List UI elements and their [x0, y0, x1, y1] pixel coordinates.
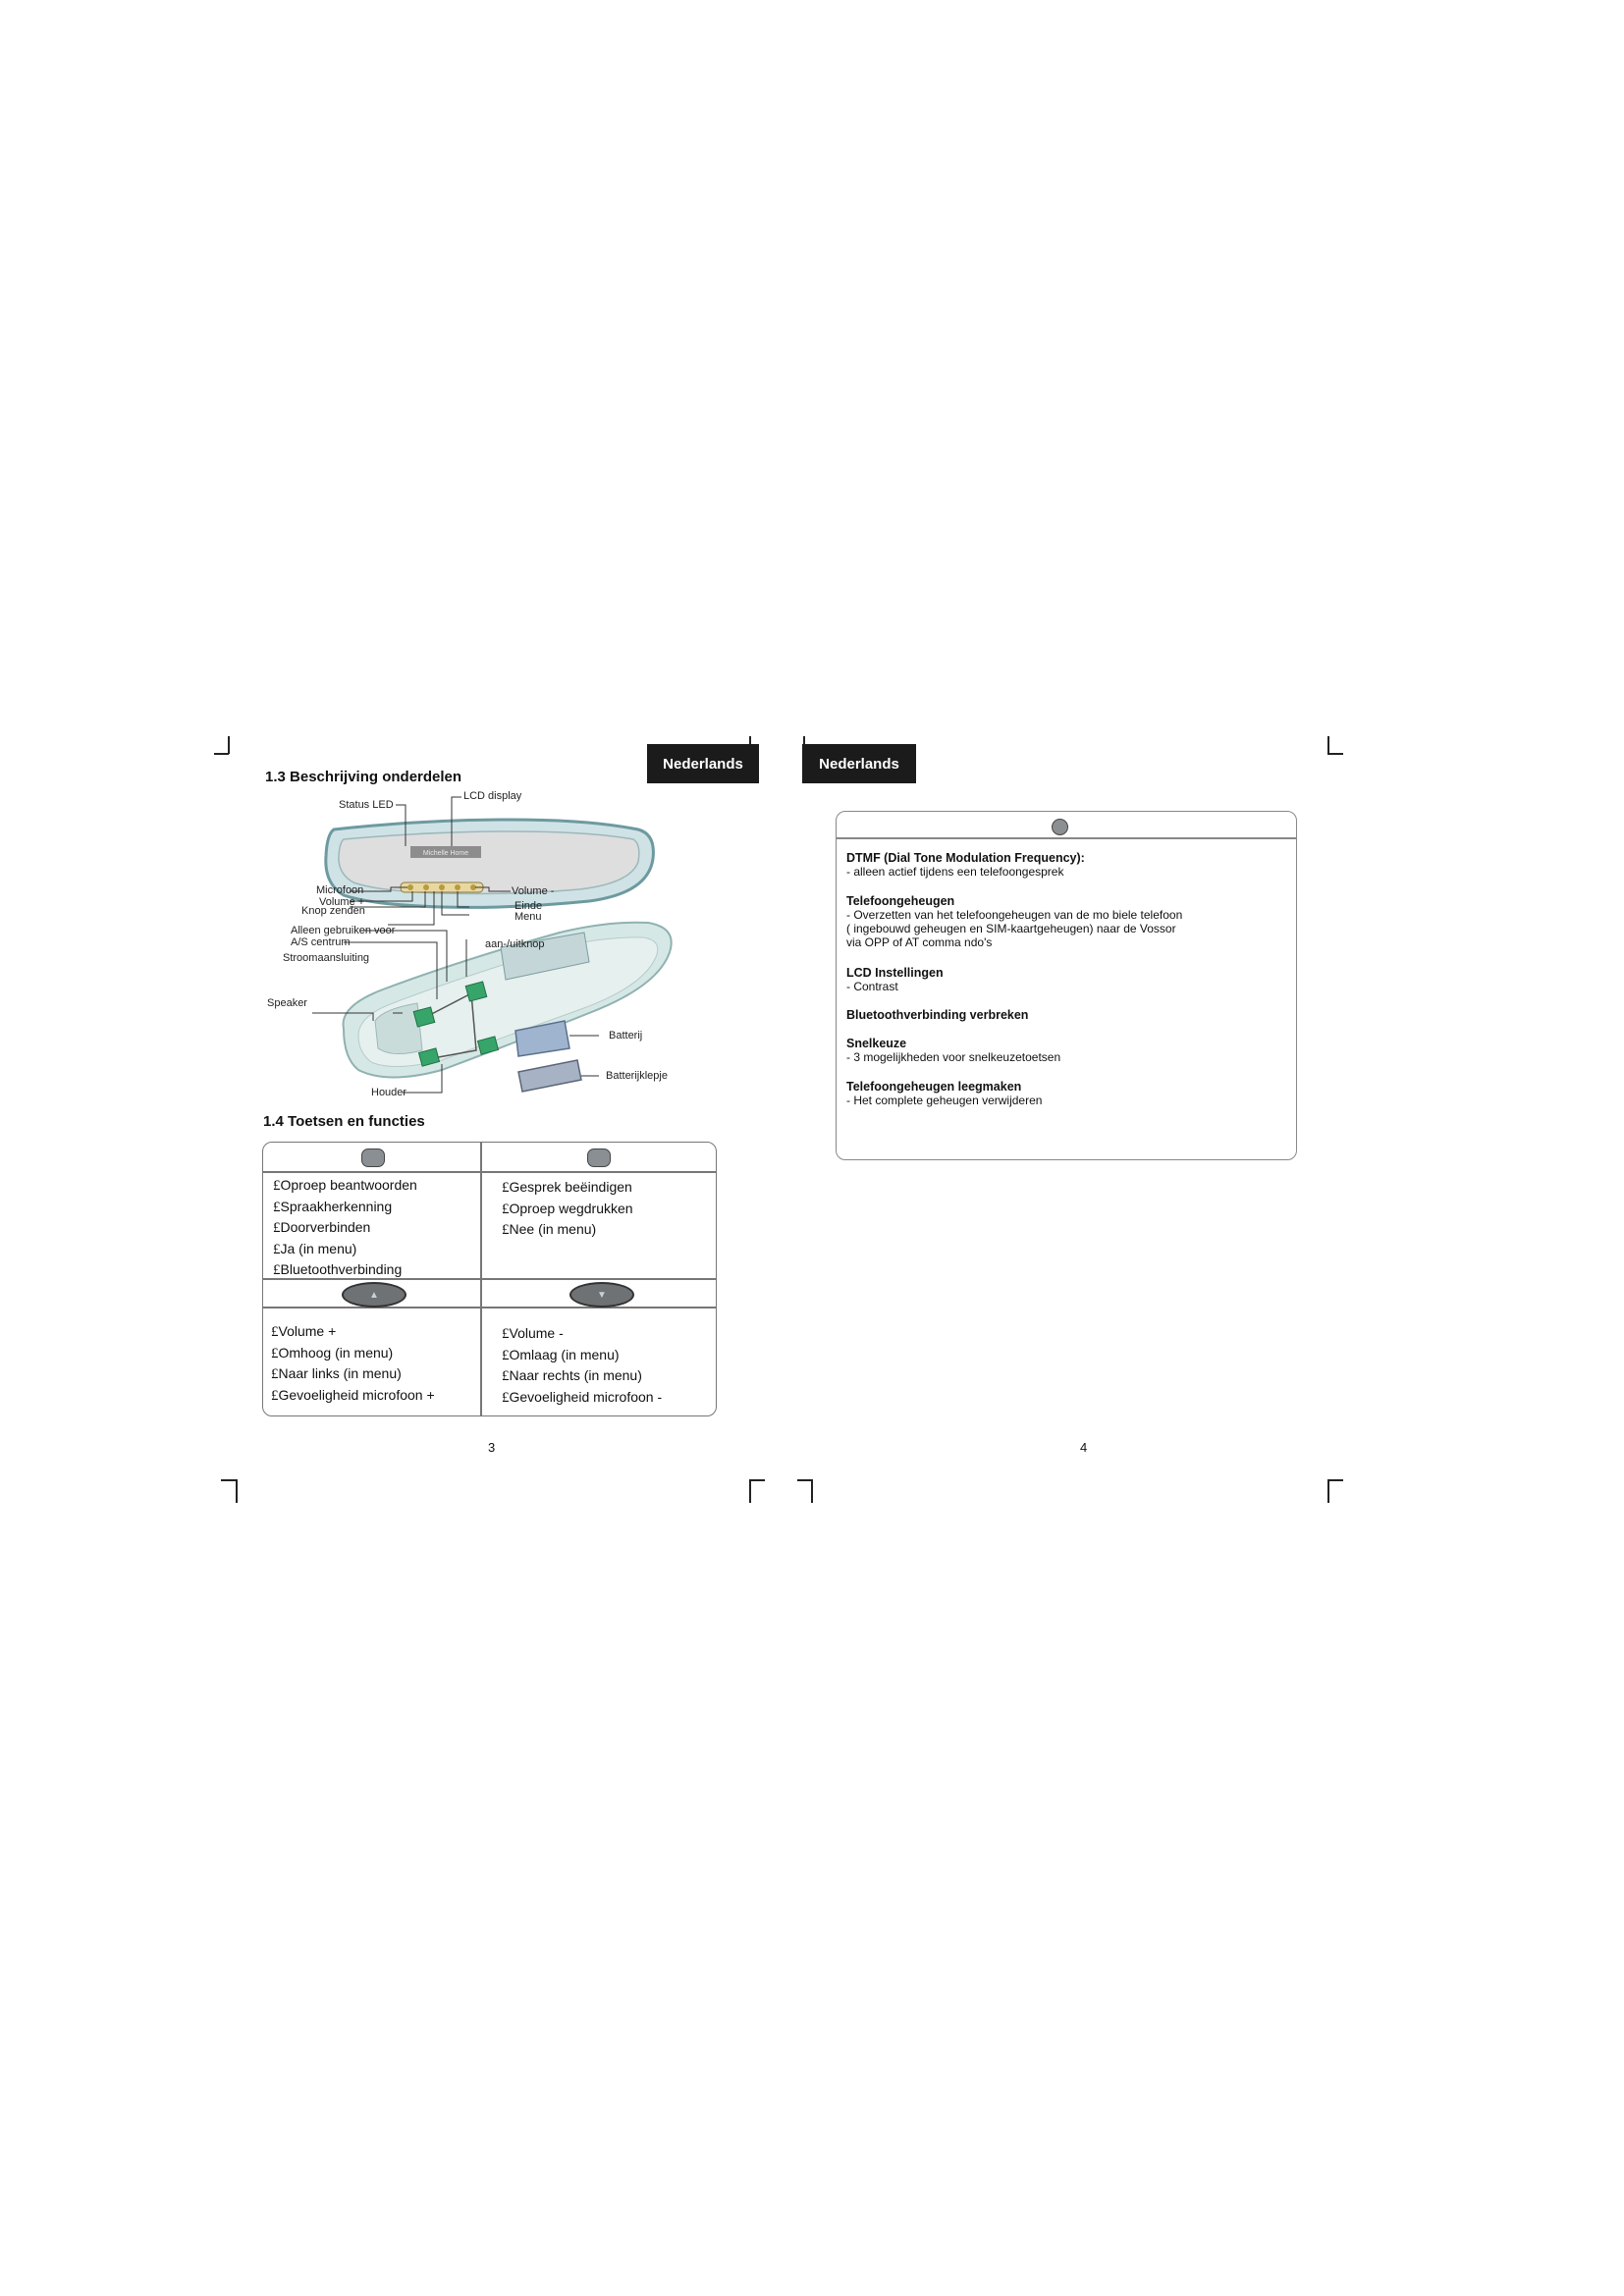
setting-dtmf: DTMF (Dial Tone Modulation Frequency): - alleen actief tijdens een telefoongesprek: [846, 851, 1085, 879]
down-key-functions: [502, 1323, 662, 1408]
up-key-functions: [271, 1321, 435, 1406]
label-aan-uitknop: aan-/uitknop: [485, 938, 545, 950]
crop-mark: [236, 1479, 238, 1503]
page-number-right: 4: [1080, 1440, 1088, 1455]
crop-mark: [1327, 753, 1343, 755]
end-key-functions: [502, 1177, 633, 1241]
list-item: £Spraakherkenning: [273, 1198, 393, 1215]
label-speaker: Speaker: [267, 997, 307, 1009]
list-item: £Bluetoothverbinding: [273, 1261, 403, 1278]
label-einde: Einde: [514, 900, 543, 912]
crop-mark: [228, 736, 230, 754]
settings-menu-box: [836, 811, 1297, 1160]
label-menu: Menu: [514, 911, 542, 923]
label-volume-min: Volume -: [512, 885, 555, 897]
list-item: £Gesprek beëindigen: [502, 1179, 632, 1196]
list-item: £Omlaag (in menu): [502, 1346, 620, 1363]
label-batterij: Batterij: [609, 1030, 643, 1041]
list-item: £Omhoog (in menu): [271, 1344, 394, 1362]
setting-geheugen-leegmaken: Telefoongeheugen leegmaken - Het complete geheugen verwijderen: [846, 1080, 1043, 1107]
label-as-centrum: A/S centrum: [291, 936, 351, 948]
up-key-icon: ▲: [342, 1282, 406, 1308]
label-batterijklepje: Batterijklepje: [606, 1070, 668, 1082]
label-status-led: Status LED: [339, 799, 394, 811]
page-number-left: 3: [488, 1440, 496, 1455]
label-alleen-gebruiken: Alleen gebruiken voor: [291, 925, 396, 936]
keys-functions-table: [262, 1142, 717, 1416]
list-item: £Nee (in menu): [502, 1221, 597, 1238]
label-lcd-display: LCD display: [463, 790, 522, 802]
list-item: £Naar links (in menu): [271, 1365, 402, 1382]
list-item: £Doorverbinden: [273, 1219, 371, 1236]
end-key-icon: [587, 1148, 611, 1167]
table-divider-header-1: [263, 1171, 716, 1173]
label-microfoon: Microfoon: [316, 884, 364, 896]
section-title-keys: 1.4 Toetsen en functies: [263, 1113, 425, 1130]
language-tab-right: Nederlands: [802, 744, 916, 783]
settings-header-divider: [837, 837, 1296, 839]
crop-mark: [1327, 1479, 1343, 1481]
label-stroomaansluiting: Stroomaansluiting: [283, 952, 370, 964]
label-volume-plus: Volume +: [319, 896, 365, 908]
list-item: £Naar rechts (in menu): [502, 1367, 642, 1384]
crop-mark: [749, 1479, 765, 1481]
setting-telefoongeheugen: Telefoongeheugen - Overzetten van het telefoongeheugen van de mo biele telefoon ( ingebouwd geheugen en SIM-kaartgeheugen) naar de Vossor via OPP of AT comma ndo's: [846, 894, 1183, 949]
setting-lcd: LCD Instellingen - Contrast: [846, 966, 944, 993]
list-item: £Ja (in menu): [273, 1240, 357, 1257]
table-divider-header-2: [263, 1307, 716, 1308]
crop-mark: [214, 753, 229, 755]
down-key-icon: ▼: [569, 1282, 634, 1308]
list-item: £Oproep wegdrukken: [502, 1200, 633, 1217]
label-houder: Houder: [371, 1087, 407, 1098]
crop-mark: [749, 1479, 751, 1503]
list-item: £Volume -: [502, 1325, 564, 1342]
label-knop-zenden: Knop zenden: [301, 905, 365, 917]
mirror-display-text: Michelle Home: [422, 850, 469, 857]
section-title-components: 1.3 Beschrijving onderdelen: [265, 769, 462, 785]
call-key-icon: [361, 1148, 385, 1167]
list-item: £Gevoeligheid microfoon +: [271, 1386, 435, 1404]
list-item: £Volume +: [271, 1323, 337, 1340]
crop-mark: [1327, 736, 1329, 754]
language-tab-left: Nederlands: [647, 744, 759, 783]
list-item: £Oproep beantwoorden: [273, 1177, 417, 1194]
call-key-functions: [273, 1175, 417, 1281]
list-item: £Gevoeligheid microfoon -: [502, 1388, 663, 1406]
crop-mark: [811, 1479, 813, 1503]
menu-key-icon: [1052, 819, 1068, 835]
crop-mark: [1327, 1479, 1329, 1503]
setting-snelkeuze: Snelkeuze - 3 mogelijkheden voor snelkeuzetoetsen: [846, 1037, 1061, 1064]
setting-bluetooth-disconnect: Bluetoothverbinding verbreken: [846, 1008, 1029, 1022]
